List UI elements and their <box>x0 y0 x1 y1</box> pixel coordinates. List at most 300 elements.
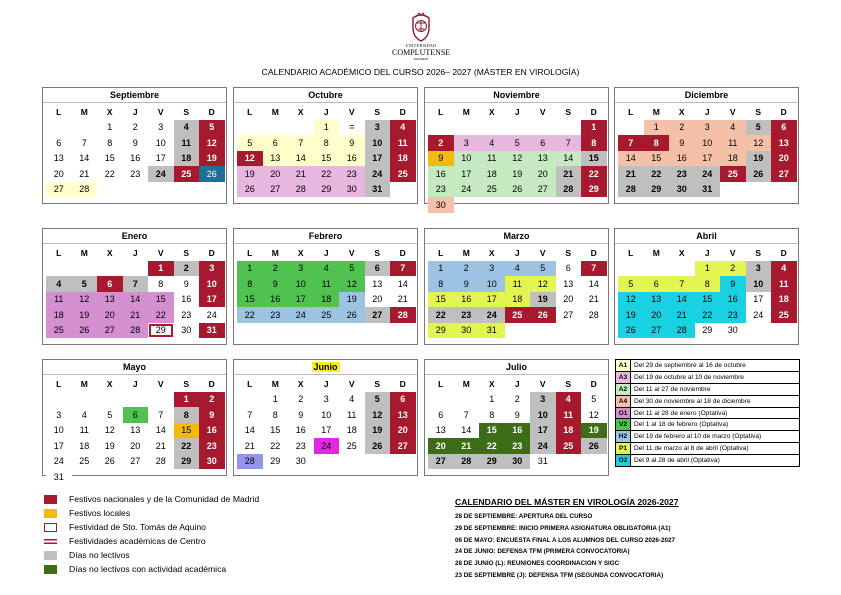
day-cell: 13 <box>530 151 556 167</box>
day-cell: 13 <box>428 423 454 439</box>
legend-item <box>44 506 259 520</box>
weekday-header: D <box>399 106 406 117</box>
month-name-label: Marzo <box>503 231 530 241</box>
weekday-header: D <box>208 247 215 258</box>
day-cell: 8 <box>237 276 263 292</box>
day-cell: 20 <box>644 307 670 323</box>
day-cell: 8 <box>428 276 454 292</box>
weekday-header: J <box>704 247 710 258</box>
day-cell: 3 <box>148 120 174 136</box>
day-cell: 27 <box>123 454 149 470</box>
day-cell: 16 <box>174 292 200 308</box>
day-cell: 16 <box>454 292 480 308</box>
day-cell: 27 <box>97 323 123 339</box>
note-line: 28 DE JUNIO (L): REUNIONES COORDINACION Y SIGC <box>455 560 620 568</box>
weekday-header: J <box>514 106 520 117</box>
day-cell: 10 <box>288 276 314 292</box>
day-cell: 19 <box>97 438 123 454</box>
day-cell: 16 <box>428 166 454 182</box>
month-name <box>234 360 417 375</box>
day-cell: 30 <box>174 323 200 339</box>
day-cell: 9 <box>199 407 225 423</box>
weekday-header: X <box>488 378 495 389</box>
day-cell: 10 <box>530 407 556 423</box>
day-cell: 4 <box>720 120 746 136</box>
crest-icon <box>409 12 433 42</box>
day-cell: 22 <box>148 307 174 323</box>
day-cell: 21 <box>618 166 644 182</box>
day-cell: 16 <box>339 151 365 167</box>
day-cell: 17 <box>479 292 505 308</box>
day-cell: 31 <box>695 182 721 198</box>
day-cell: 28 <box>581 307 607 323</box>
day-cell: 30 <box>454 323 480 339</box>
day-cell: 2 <box>123 120 149 136</box>
day-cell: 23 <box>669 166 695 182</box>
day-cell: 22 <box>479 438 505 454</box>
day-cell: 12 <box>530 276 556 292</box>
day-cell: 25 <box>174 166 200 182</box>
legend-label: Festividades académicas de Centro <box>69 536 206 546</box>
code-badge: P1 <box>616 443 631 454</box>
empty-cell <box>46 261 72 277</box>
day-cell: 5 <box>581 392 607 408</box>
day-cell: 3 <box>454 135 480 151</box>
code-row <box>616 443 799 455</box>
empty-cell <box>669 261 695 277</box>
day-cell: 27 <box>46 182 72 198</box>
weekday-header: J <box>514 247 520 258</box>
day-cell: 17 <box>314 423 340 439</box>
weekday-header: M <box>652 247 660 258</box>
day-cell: 18 <box>314 292 340 308</box>
weekday-header: X <box>106 106 113 117</box>
day-cell: 19 <box>618 307 644 323</box>
day-cell: 17 <box>746 292 772 308</box>
day-cell: 19 <box>581 423 607 439</box>
day-cell: 3 <box>695 120 721 136</box>
day-cell: 9 <box>505 407 531 423</box>
logo-line-2: COMPLUTENSE <box>392 48 451 57</box>
day-cell: 17 <box>288 292 314 308</box>
day-cell: 7 <box>556 135 582 151</box>
day-cell: 22 <box>428 307 454 323</box>
day-cell: 20 <box>263 166 289 182</box>
weekday-header: V <box>348 106 355 117</box>
day-cell: 16 <box>720 292 746 308</box>
month-name <box>43 88 226 103</box>
day-cell: 1 <box>428 261 454 277</box>
empty-cell <box>556 120 582 136</box>
code-description: Del 29 de septiembre al 16 de octubre <box>634 361 746 369</box>
day-cell: 2 <box>454 261 480 277</box>
day-cell: 13 <box>390 407 416 423</box>
notes-title: CALENDARIO DEL MÁSTER EN VIROLOGÍA 2026-2027 <box>455 497 679 507</box>
day-cell: 6 <box>365 261 391 277</box>
day-cell: 5 <box>505 135 531 151</box>
weekday-header: X <box>297 106 304 117</box>
weekday-header: M <box>80 247 88 258</box>
weekday-header: D <box>780 106 787 117</box>
day-cell: 12 <box>237 151 263 167</box>
day-cell: 23 <box>199 438 225 454</box>
day-cell: 25 <box>314 307 340 323</box>
legend-label: Festivos locales <box>69 508 131 518</box>
day-cell: 21 <box>288 166 314 182</box>
day-cell: 15 <box>581 151 607 167</box>
day-cell: 20 <box>428 438 454 454</box>
day-cell: 26 <box>199 166 225 182</box>
day-cell: 28 <box>669 323 695 339</box>
month-name <box>425 360 608 375</box>
month-name <box>234 88 417 103</box>
day-cell: 27 <box>644 323 670 339</box>
empty-cell <box>72 120 98 136</box>
day-cell: 27 <box>263 182 289 198</box>
empty-cell <box>618 120 644 136</box>
day-cell: 15 <box>97 151 123 167</box>
day-cell: 7 <box>581 261 607 277</box>
day-cell: 20 <box>771 151 797 167</box>
day-cell: 16 <box>288 423 314 439</box>
month-name-label: Julio <box>505 362 527 372</box>
day-cell: 1 <box>97 120 123 136</box>
day-cell: 28 <box>390 307 416 323</box>
weekday-header: L <box>247 106 253 117</box>
month-days-grid <box>234 375 417 469</box>
month-days-grid <box>615 244 798 338</box>
month-name-label: Abril <box>696 231 717 241</box>
code-description: Del 19 de octubre al 10 de noviembre <box>634 373 744 381</box>
day-cell: 26 <box>97 454 123 470</box>
day-cell: 11 <box>72 423 98 439</box>
day-cell: 22 <box>581 166 607 182</box>
day-cell: 30 <box>720 323 746 339</box>
day-cell: 21 <box>148 438 174 454</box>
day-cell: 4 <box>174 120 200 136</box>
day-cell: 28 <box>148 454 174 470</box>
day-cell: 18 <box>390 151 416 167</box>
legend-swatch <box>44 509 57 518</box>
weekday-header: S <box>565 247 572 258</box>
month-name <box>43 229 226 244</box>
weekday-header: L <box>438 247 444 258</box>
empty-cell <box>123 261 149 277</box>
day-cell: 12 <box>72 292 98 308</box>
weekday-header: V <box>157 247 164 258</box>
weekday-header: D <box>590 247 597 258</box>
day-cell: 13 <box>263 151 289 167</box>
legend-item <box>44 492 259 506</box>
day-cell: 11 <box>390 135 416 151</box>
day-cell: 5 <box>618 276 644 292</box>
weekday-header: L <box>247 378 253 389</box>
day-cell: 15 <box>148 292 174 308</box>
day-cell: 9 <box>720 276 746 292</box>
weekday-header: L <box>438 106 444 117</box>
day-cell: 18 <box>771 292 797 308</box>
month-name <box>615 229 798 244</box>
day-cell: 31 <box>479 323 505 339</box>
day-cell: 2 <box>428 135 454 151</box>
day-cell: 11 <box>505 276 531 292</box>
weekday-header: J <box>514 378 520 389</box>
day-cell: 20 <box>556 292 582 308</box>
day-cell: 6 <box>530 135 556 151</box>
day-cell: 8 <box>479 407 505 423</box>
day-cell: 29 <box>428 323 454 339</box>
day-cell: 11 <box>771 276 797 292</box>
code-description: Del 11 al 28 de enero (Optativa) <box>634 409 728 417</box>
day-cell: 18 <box>556 423 582 439</box>
day-cell: 10 <box>454 151 480 167</box>
day-cell: 19 <box>199 151 225 167</box>
legend-item <box>44 534 259 548</box>
day-cell: 14 <box>390 276 416 292</box>
day-cell: 7 <box>669 276 695 292</box>
day-cell: 15 <box>695 292 721 308</box>
empty-cell <box>97 392 123 408</box>
empty-cell <box>454 120 480 136</box>
day-cell: 23 <box>123 166 149 182</box>
day-cell: 24 <box>479 307 505 323</box>
day-cell: 7 <box>148 407 174 423</box>
day-cell: 16 <box>199 423 225 439</box>
day-cell: 23 <box>505 438 531 454</box>
day-cell: 10 <box>148 135 174 151</box>
day-cell: 4 <box>556 392 582 408</box>
day-cell: 4 <box>46 276 72 292</box>
day-cell: 25 <box>339 438 365 454</box>
day-cell: 14 <box>148 423 174 439</box>
code-row <box>616 384 799 396</box>
empty-cell <box>428 392 454 408</box>
day-cell: 26 <box>339 307 365 323</box>
day-cell: 22 <box>174 438 200 454</box>
month-name-label: Diciembre <box>684 90 729 100</box>
legend-item <box>44 520 259 534</box>
weekday-header: X <box>297 378 304 389</box>
code-badge: A2 <box>616 384 631 395</box>
day-cell: 17 <box>530 423 556 439</box>
day-cell: 10 <box>365 135 391 151</box>
day-cell: 19 <box>505 166 531 182</box>
day-cell: 14 <box>669 292 695 308</box>
page-title: CALENDARIO ACADÉMICO DEL CURSO 2026– 2027 (MÁSTER EN VIROLOGÍA) <box>261 67 580 77</box>
code-badge: H2 <box>616 431 631 442</box>
day-cell: 1 <box>174 392 200 408</box>
code-description: Del 30 de noviembre al 18 de diciembre <box>634 397 751 405</box>
month-days-grid <box>43 244 226 338</box>
month-name <box>425 88 608 103</box>
day-cell: 17 <box>365 151 391 167</box>
month-name-label: Octubre <box>308 90 343 100</box>
day-cell: 4 <box>339 392 365 408</box>
weekday-header: L <box>628 106 634 117</box>
day-cell: 28 <box>288 182 314 198</box>
day-cell: 1 <box>644 120 670 136</box>
code-row <box>616 419 799 431</box>
day-cell: 25 <box>771 307 797 323</box>
weekday-header: L <box>628 247 634 258</box>
day-cell: 20 <box>97 307 123 323</box>
day-cell: 5 <box>339 261 365 277</box>
day-cell: 8 <box>695 276 721 292</box>
legend-item <box>44 548 259 562</box>
day-cell: 7 <box>288 135 314 151</box>
code-row <box>616 360 799 372</box>
day-cell: 13 <box>644 292 670 308</box>
day-cell: 9 <box>288 407 314 423</box>
month-name-label: Mayo <box>122 362 146 372</box>
note-line: 29 DE SEPTIEMBRE: INICIO PRIMERA ASIGNATURA OBLIGATORIA (A1) <box>455 524 671 532</box>
day-cell: 28 <box>123 323 149 339</box>
legend-item <box>44 562 259 576</box>
day-cell: 6 <box>263 135 289 151</box>
day-cell: 9 <box>174 276 200 292</box>
day-cell: 9 <box>339 135 365 151</box>
day-cell: 11 <box>556 407 582 423</box>
day-cell: 15 <box>314 151 340 167</box>
day-cell: 3 <box>288 261 314 277</box>
weekday-header: S <box>565 378 572 389</box>
day-cell: 18 <box>72 438 98 454</box>
weekday-header: J <box>323 378 329 389</box>
month-diciembre <box>614 87 799 204</box>
empty-cell <box>237 392 263 408</box>
day-cell: 6 <box>123 407 149 423</box>
day-cell: 14 <box>618 151 644 167</box>
day-cell: 31 <box>365 182 391 198</box>
day-cell: 1 <box>237 261 263 277</box>
day-cell: 30 <box>199 454 225 470</box>
day-cell: 6 <box>97 276 123 292</box>
day-cell: 21 <box>581 292 607 308</box>
day-cell: 26 <box>72 323 98 339</box>
code-description: Del 9 al 28 de abril (Optativa) <box>634 457 720 465</box>
day-cell: 8 <box>148 276 174 292</box>
day-cell: 29 <box>581 182 607 198</box>
day-cell: 4 <box>479 135 505 151</box>
university-logo <box>392 12 450 61</box>
day-cell: 25 <box>72 454 98 470</box>
day-cell: 14 <box>581 276 607 292</box>
day-cell: 21 <box>123 307 149 323</box>
legend-swatch <box>44 537 57 546</box>
weekday-header: S <box>374 247 381 258</box>
weekday-header: J <box>132 378 138 389</box>
day-cell: 15 <box>428 292 454 308</box>
month-days-grid <box>425 103 608 213</box>
subject-codes-table <box>615 359 800 467</box>
day-cell: 19 <box>530 292 556 308</box>
note-line: 06 DE MAYO: ENCUESTA FINAL A LOS ALUMNOS DEL CURSO 2026-2027 <box>455 536 675 544</box>
day-cell: 25 <box>390 166 416 182</box>
weekday-header: X <box>297 247 304 258</box>
code-row <box>616 408 799 420</box>
day-cell: 23 <box>288 438 314 454</box>
day-cell: 28 <box>454 454 480 470</box>
day-cell: 7 <box>123 276 149 292</box>
day-cell: 9 <box>454 276 480 292</box>
day-cell: 8 <box>314 135 340 151</box>
day-cell: 31 <box>46 469 72 485</box>
day-cell: 29 <box>644 182 670 198</box>
weekday-header: X <box>488 247 495 258</box>
weekday-header: S <box>565 106 572 117</box>
day-cell: 29 <box>174 454 200 470</box>
day-cell: 31 <box>530 454 556 470</box>
day-cell: 6 <box>46 135 72 151</box>
day-cell: 12 <box>199 135 225 151</box>
day-cell: 3 <box>314 392 340 408</box>
day-cell: 5 <box>746 120 772 136</box>
day-cell: 7 <box>618 135 644 151</box>
weekday-header: V <box>539 378 546 389</box>
weekday-header: M <box>462 247 470 258</box>
day-cell: 8 <box>263 407 289 423</box>
day-cell: 13 <box>556 276 582 292</box>
day-cell: 9 <box>123 135 149 151</box>
weekday-header: V <box>348 247 355 258</box>
weekday-header: V <box>157 106 164 117</box>
day-cell: 2 <box>288 392 314 408</box>
empty-cell <box>454 392 480 408</box>
day-cell: 11 <box>174 135 200 151</box>
weekday-header: V <box>539 106 546 117</box>
code-badge: A1 <box>616 360 631 371</box>
day-cell: 7 <box>390 261 416 277</box>
day-cell: 21 <box>454 438 480 454</box>
day-cell: 14 <box>123 292 149 308</box>
day-cell: 26 <box>237 182 263 198</box>
code-row <box>616 396 799 408</box>
day-cell: 15 <box>263 423 289 439</box>
day-cell: 13 <box>97 292 123 308</box>
day-cell: 1 <box>263 392 289 408</box>
month-days-grid <box>425 375 608 469</box>
day-cell: 18 <box>479 166 505 182</box>
weekday-header: X <box>106 378 113 389</box>
day-cell: 4 <box>771 261 797 277</box>
day-cell: 20 <box>46 166 72 182</box>
day-cell: 20 <box>530 166 556 182</box>
day-cell: 17 <box>454 166 480 182</box>
empty-cell <box>644 261 670 277</box>
weekday-header: D <box>399 247 406 258</box>
code-description: Del 11 de marzo al 8 de abril (Optativa) <box>634 445 749 453</box>
day-cell: 21 <box>669 307 695 323</box>
day-cell: 23 <box>174 307 200 323</box>
month-name-label: Septiembre <box>109 90 160 100</box>
day-cell: 5 <box>237 135 263 151</box>
month-name-label: Junio <box>313 362 338 372</box>
day-cell: 2 <box>263 261 289 277</box>
day-cell: 18 <box>505 292 531 308</box>
month-octubre <box>233 87 418 204</box>
day-cell: 29 <box>695 323 721 339</box>
day-cell: 7 <box>237 407 263 423</box>
empty-cell <box>428 120 454 136</box>
day-cell: 4 <box>314 261 340 277</box>
day-cell: 10 <box>46 423 72 439</box>
day-cell: 25 <box>505 307 531 323</box>
empty-cell <box>479 120 505 136</box>
day-cell: 19 <box>72 307 98 323</box>
day-cell: 24 <box>695 166 721 182</box>
month-septiembre <box>42 87 227 204</box>
note-line: 28 DE SEPTIEMBRE: APERTURA DEL CURSO <box>455 513 593 520</box>
